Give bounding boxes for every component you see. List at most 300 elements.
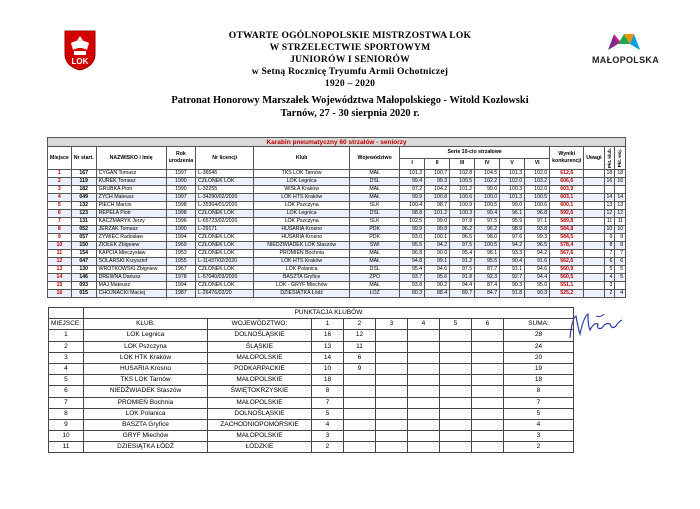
cell-series-2: 90.2 <box>425 282 450 290</box>
cell-club: LOK Legnica <box>254 210 350 218</box>
pcell-points-2: 9 <box>343 363 375 374</box>
col-name: NAZWISKO i Imię <box>96 147 166 170</box>
pcell-points-5 <box>439 330 471 341</box>
pcell-sum: 24 <box>503 341 573 352</box>
cell-remarks <box>584 170 604 178</box>
pcell-points-4 <box>407 397 439 408</box>
club-points-row <box>49 419 574 430</box>
cell-series-2: 104.2 <box>425 186 450 194</box>
pcell-points-1: 18 <box>311 375 343 386</box>
pcell-points-2: 12 <box>343 330 375 341</box>
cell-series-4: 92.3 <box>475 274 500 282</box>
cell-remarks <box>584 266 604 274</box>
header-line-5: 1920 – 2020 <box>324 78 376 89</box>
cell-result: 612,6 <box>550 170 584 178</box>
pcell-club: DZIESIĄTKA ŁÓDŹ <box>83 442 207 453</box>
pcell-points-1: 10 <box>311 363 343 374</box>
cell-remarks <box>584 242 604 250</box>
result-row <box>48 218 626 226</box>
cell-series-5: 101.3 <box>500 170 525 178</box>
pcell-club: GRYF Miechów <box>83 431 207 442</box>
cell-series-6: 102.0 <box>525 170 550 178</box>
col-series-iii: III <box>450 158 475 170</box>
cell-series-2: 100.1 <box>425 234 450 242</box>
pcell-club: TKS LOK Tarnów <box>83 375 207 386</box>
cell-club: HUSARIA Krosno <box>254 226 350 234</box>
cell-pts-voiv <box>615 282 626 290</box>
cell-voiv: ŁÓZ <box>350 290 400 298</box>
pcell-points-3 <box>375 408 407 419</box>
cell-name: ŻYWIEC Radosław <box>96 234 166 242</box>
cell-series-3: 91.8 <box>450 274 475 282</box>
cell-pts-club: 18 <box>604 170 615 178</box>
cell-result: 603,9 <box>550 186 584 194</box>
cell-place: 5 <box>48 202 72 210</box>
pcell-points-5 <box>439 386 471 397</box>
cell-year: 1994 <box>166 282 196 290</box>
cell-license: CZŁONEK LOK <box>196 234 254 242</box>
result-row <box>48 282 626 290</box>
cell-voiv: ŚWI <box>350 242 400 250</box>
cell-pts-club: 10 <box>604 226 615 234</box>
result-row <box>48 186 626 194</box>
cell-series-6: 96.5 <box>525 242 550 250</box>
cell-series-2: 94.6 <box>425 266 450 274</box>
pcell-place: 4 <box>49 363 84 374</box>
cell-series-1: 95.4 <box>400 266 425 274</box>
pcell-points-3 <box>375 431 407 442</box>
cell-series-4: 99.0 <box>475 186 500 194</box>
col-result: Wyniki konkurencji <box>550 147 584 170</box>
cell-name: KUREK Tomasz <box>96 178 166 186</box>
cell-series-1: 97.2 <box>400 186 425 194</box>
cell-series-6: 99.3 <box>525 234 550 242</box>
cell-remarks <box>584 234 604 242</box>
cell-series-5: 94.2 <box>500 242 525 250</box>
cell-name: ZYCH Mateusz <box>96 194 166 202</box>
cell-year: 1990 <box>166 226 196 234</box>
cell-result: 584,8 <box>550 226 584 234</box>
cell-series-3: 96.2 <box>450 226 475 234</box>
pcell-voiv: ŚLĄSKIE <box>207 341 311 352</box>
cell-series-6: 94.4 <box>525 274 550 282</box>
cell-remarks <box>584 258 604 266</box>
result-row <box>48 178 626 186</box>
cell-series-2: 99.3 <box>425 178 450 186</box>
cell-voiv: ŚLK <box>350 202 400 210</box>
cell-series-3: 100.6 <box>450 194 475 202</box>
cell-start: 146 <box>71 274 96 282</box>
cell-year: 1955 <box>166 258 196 266</box>
pcell-points-5 <box>439 431 471 442</box>
col-start: Nr start. <box>71 147 96 170</box>
cell-series-1: 99.9 <box>400 226 425 234</box>
cell-result: 525,2 <box>550 290 584 298</box>
cell-license: CZŁONEK LOK <box>196 250 254 258</box>
cell-place: 15 <box>48 282 72 290</box>
cell-name: GRUBKA Piotr <box>96 186 166 194</box>
result-row <box>48 234 626 242</box>
cell-club: HUSARIA Krosno <box>254 234 350 242</box>
pcell-sum: 5 <box>503 408 573 419</box>
pcell-sum: 28 <box>503 330 573 341</box>
pcell-club: BASZTA Gryfice <box>83 419 207 430</box>
cell-series-5: 100.3 <box>500 186 525 194</box>
col-series-iv: IV <box>475 158 500 170</box>
cell-voiv: DŚL <box>350 266 400 274</box>
cell-series-6: 103.2 <box>525 178 550 186</box>
cell-voiv: DŚL <box>350 210 400 218</box>
cell-pts-club: 12 <box>604 210 615 218</box>
cell-pts-voiv: 13 <box>615 202 626 210</box>
cell-series-4: 98.0 <box>475 234 500 242</box>
cell-series-6: 93.8 <box>525 226 550 234</box>
pcell-place: 9 <box>49 419 84 430</box>
pcell-points-6 <box>471 386 503 397</box>
cell-start: 123 <box>71 210 96 218</box>
cell-result: 567,6 <box>550 250 584 258</box>
pcell-place: 11 <box>49 442 84 453</box>
cell-start: 130 <box>71 266 96 274</box>
cell-name: WRÓTKOWSKI Zbigniew <box>96 266 166 274</box>
cell-remarks <box>584 194 604 202</box>
pcell-points-1: 3 <box>311 431 343 442</box>
cell-start: 047 <box>71 258 96 266</box>
cell-club: LOK HTS Kraków <box>254 258 350 266</box>
pcell-voiv: ŁÓDZKIE <box>207 442 311 453</box>
cell-series-4: 100.0 <box>475 194 500 202</box>
pcell-points-6 <box>471 397 503 408</box>
result-row <box>48 266 626 274</box>
result-row <box>48 274 626 282</box>
cell-voiv: MAŁ <box>350 282 400 290</box>
cell-license: CZŁONEK LOK <box>196 242 254 250</box>
pcell-place: 3 <box>49 352 84 363</box>
cell-remarks <box>584 290 604 298</box>
cell-year: 1969 <box>166 242 196 250</box>
pcell-sum: 2 <box>503 442 573 453</box>
cell-start: 015 <box>71 290 96 298</box>
pcell-points-4 <box>407 431 439 442</box>
cell-voiv: MAŁ <box>350 250 400 258</box>
pcell-sum: 3 <box>503 431 573 442</box>
cell-year: 1996 <box>166 218 196 226</box>
cell-remarks <box>584 210 604 218</box>
cell-club: BASZTA Gryfice <box>254 274 350 282</box>
cell-remarks <box>584 282 604 290</box>
cell-series-3: 97.5 <box>450 266 475 274</box>
pcell-points-1: 7 <box>311 397 343 408</box>
result-row <box>48 290 626 298</box>
cell-series-5: 90.4 <box>500 258 525 266</box>
cell-license: CZŁONEK LOK <box>196 210 254 218</box>
cell-license: L-32255 <box>196 186 254 194</box>
pcell-points-5 <box>439 341 471 352</box>
cell-pts-club: 2 <box>604 290 615 298</box>
cell-result: 606,6 <box>550 178 584 186</box>
cell-place: 1 <box>48 170 72 178</box>
header-line-1: OTWARTE OGÓLNOPOLSKIE MISTRZOSTWA LOK <box>228 30 472 41</box>
cell-series-1: 100.4 <box>400 202 425 210</box>
cell-series-6: 102.0 <box>525 186 550 194</box>
pcell-points-3 <box>375 397 407 408</box>
cell-license: L-65723/02/2020 <box>196 218 254 226</box>
cell-year: 1997 <box>166 170 196 178</box>
pcell-place: 5 <box>49 375 84 386</box>
cell-series-3: 100.9 <box>450 202 475 210</box>
pcol-6: 6 <box>471 319 503 330</box>
cell-club: PROMIEŃ Bochnia <box>254 250 350 258</box>
cell-series-2: 95.6 <box>425 274 450 282</box>
cell-place: 3 <box>48 186 72 194</box>
pcell-points-6 <box>471 330 503 341</box>
cell-pts-club: 16 <box>604 178 615 186</box>
club-points-row <box>49 363 574 374</box>
pcell-points-5 <box>439 352 471 363</box>
cell-series-6: 100.5 <box>525 194 550 202</box>
pcell-points-5 <box>439 408 471 419</box>
cell-start: 119 <box>71 178 96 186</box>
cell-series-3: 95.4 <box>450 250 475 258</box>
cell-series-4: 100.5 <box>475 202 500 210</box>
cell-result: 578,4 <box>550 242 584 250</box>
result-row <box>48 194 626 202</box>
pcol-4: 4 <box>407 319 439 330</box>
club-points-row <box>49 386 574 397</box>
pcell-points-6 <box>471 352 503 363</box>
cell-series-2: 100.7 <box>425 170 450 178</box>
pcell-sum: 4 <box>503 419 573 430</box>
pcell-points-2 <box>343 408 375 419</box>
col-series-v: V <box>500 158 525 170</box>
cell-series-3: 89.7 <box>450 290 475 298</box>
pcell-points-5 <box>439 375 471 386</box>
cell-result: 560,9 <box>550 266 584 274</box>
cell-name: MAJ Mateusz <box>96 282 166 290</box>
cell-license: L-29171 <box>196 226 254 234</box>
col-year: Rok urodzenia <box>166 147 196 170</box>
cell-series-6: 97.1 <box>525 218 550 226</box>
pcell-points-1: 4 <box>311 419 343 430</box>
cell-result: 592,6 <box>550 210 584 218</box>
cell-series-4: 100.5 <box>475 242 500 250</box>
cell-pts-voiv <box>615 186 626 194</box>
cell-series-2: 99.0 <box>425 218 450 226</box>
cell-series-1: 93.7 <box>400 274 425 282</box>
pcell-points-2 <box>343 397 375 408</box>
cell-series-3: 101.2 <box>450 186 475 194</box>
cell-year: 1953 <box>166 250 196 258</box>
pcol-voiv: WOJEWÓDZTWO: <box>207 319 311 330</box>
pcell-sum: 18 <box>503 375 573 386</box>
cell-series-3: 97.5 <box>450 242 475 250</box>
header-line-4: w Setną Rocznicę Tryumfu Armii Ochotniczej <box>251 66 449 77</box>
cell-club: LOK Pszczyna <box>254 218 350 226</box>
club-points-row <box>49 431 574 442</box>
cell-place: 11 <box>48 250 72 258</box>
cell-license: L-57040/03/2020 <box>196 274 254 282</box>
cell-start: 182 <box>71 186 96 194</box>
cell-license: L-26476/02/20 <box>196 290 254 298</box>
cell-series-2: 98.7 <box>425 202 450 210</box>
pcell-points-2 <box>343 375 375 386</box>
pcol-sum: SUMA: <box>503 319 573 330</box>
pcell-place: 6 <box>49 386 84 397</box>
pcell-sum: 20 <box>503 352 573 363</box>
cell-name: KACZMARYK Jerzy <box>96 218 166 226</box>
cell-pts-club: 6 <box>604 258 615 266</box>
pcell-points-1: 16 <box>311 330 343 341</box>
cell-year: 1998 <box>166 210 196 218</box>
cell-result: 562,6 <box>550 258 584 266</box>
cell-license: CZŁONEK LOK <box>196 178 254 186</box>
cell-start: 093 <box>71 282 96 290</box>
cell-remarks <box>584 202 604 210</box>
cell-license: L-35364/01/2020 <box>196 202 254 210</box>
cell-name: ZIÓŁEK Zbigniew <box>96 242 166 250</box>
results-title: Karabin pneumatyczny 60 strzałów - seniorzy <box>48 138 626 147</box>
pcell-voiv: DOLNOŚLĄSKIE <box>207 330 311 341</box>
cell-series-4: 98.1 <box>475 250 500 258</box>
pcell-points-3 <box>375 375 407 386</box>
cell-pts-voiv: 9 <box>615 234 626 242</box>
malopolska-logo-text: MAŁOPOLSKA <box>592 55 659 65</box>
cell-voiv: MAŁ <box>350 186 400 194</box>
header-line-2: W STRZELECTWIE SPORTOWYM <box>269 42 431 53</box>
club-points-row <box>49 375 574 386</box>
pcell-points-2 <box>343 419 375 430</box>
col-pts-voiv: Pkt. woj. <box>615 147 626 170</box>
result-row <box>48 226 626 234</box>
cell-place: 7 <box>48 218 72 226</box>
col-series-ii: II <box>425 158 450 170</box>
cell-pts-club: 3 <box>604 282 615 290</box>
cell-pts-voiv: 4 <box>615 290 626 298</box>
pcell-points-3 <box>375 352 407 363</box>
cell-series-1: 98.8 <box>400 210 425 218</box>
cell-pts-voiv: 6 <box>615 258 626 266</box>
cell-start: 132 <box>71 202 96 210</box>
pcell-points-2 <box>343 431 375 442</box>
cell-pts-club: 9 <box>604 234 615 242</box>
pcell-points-1: 8 <box>311 386 343 397</box>
cell-series-6: 94.2 <box>525 250 550 258</box>
cell-pts-club: 7 <box>604 250 615 258</box>
pcell-points-4 <box>407 375 439 386</box>
pcell-points-5 <box>439 363 471 374</box>
cell-club: NIEDŹWIADEK LOK Staszów <box>254 242 350 250</box>
pcell-place: 10 <box>49 431 84 442</box>
cell-result: 589,8 <box>550 218 584 226</box>
pcell-sum: 8 <box>503 386 573 397</box>
pcell-points-5 <box>439 442 471 453</box>
cell-series-4: 95.5 <box>475 258 500 266</box>
cell-year: 1990 <box>166 186 196 194</box>
pcell-club: LOK Legnica <box>83 330 207 341</box>
club-points-title: PUNKTACJA KLUBÓW <box>83 308 573 319</box>
pcell-points-4 <box>407 419 439 430</box>
club-points-row <box>49 397 574 408</box>
cell-remarks <box>584 178 604 186</box>
pcell-points-3 <box>375 386 407 397</box>
col-remarks: Uwagi <box>584 147 604 170</box>
club-points-row <box>49 352 574 363</box>
cell-club: LOK HTS Kraków <box>254 194 350 202</box>
pcell-points-2 <box>343 386 375 397</box>
cell-series-4: 99.4 <box>475 210 500 218</box>
pcell-points-6 <box>471 375 503 386</box>
cell-series-6: 95.0 <box>525 282 550 290</box>
pcell-club: LOK HTK Kraków <box>83 352 207 363</box>
cell-pts-voiv: 8 <box>615 242 626 250</box>
pcol-5: 5 <box>439 319 471 330</box>
pcell-voiv: ŚWIĘTOKRZYSKIE <box>207 386 311 397</box>
cell-series-6: 94.6 <box>525 266 550 274</box>
col-voivodeship: Województwo <box>350 147 400 170</box>
result-row <box>48 250 626 258</box>
col-series-vi: VI <box>525 158 550 170</box>
cell-series-2: 94.2 <box>425 242 450 250</box>
cell-voiv: PDK <box>350 234 400 242</box>
cell-place: 9 <box>48 234 72 242</box>
cell-start: 049 <box>71 194 96 202</box>
cell-series-1: 101.3 <box>400 170 425 178</box>
result-row <box>48 210 626 218</box>
cell-year: 1997 <box>166 194 196 202</box>
cell-place: 2 <box>48 178 72 186</box>
cell-name: JERZAK Tomasz <box>96 226 166 234</box>
pcol-1: 1 <box>311 319 343 330</box>
cell-year: 1994 <box>166 234 196 242</box>
pcell-points-1: 2 <box>311 442 343 453</box>
cell-place: 6 <box>48 210 72 218</box>
cell-series-2: 99.1 <box>425 258 450 266</box>
cell-series-5: 102.0 <box>500 178 525 186</box>
pcell-points-6 <box>471 442 503 453</box>
cell-pts-voiv: 12 <box>615 210 626 218</box>
cell-license: CZŁONEK LOK <box>196 266 254 274</box>
cell-series-5: 95.9 <box>500 218 525 226</box>
club-points-row <box>49 330 574 341</box>
pcell-points-4 <box>407 330 439 341</box>
pcell-place: 7 <box>49 397 84 408</box>
cell-remarks <box>584 250 604 258</box>
cell-series-5: 97.6 <box>500 234 525 242</box>
pcell-voiv: MAŁOPOLSKIE <box>207 352 311 363</box>
cell-place: 14 <box>48 274 72 282</box>
pcell-sum: 7 <box>503 397 573 408</box>
cell-series-4: 104.5 <box>475 170 500 178</box>
cell-pts-club <box>604 186 615 194</box>
cell-year: 1967 <box>166 266 196 274</box>
pcell-points-6 <box>471 341 503 352</box>
cell-license: L-11437/02/2020 <box>196 258 254 266</box>
pcell-voiv: MAŁOPOLSKIE <box>207 397 311 408</box>
cell-series-1: 93.0 <box>400 234 425 242</box>
cell-place: 8 <box>48 226 72 234</box>
cell-series-2: 101.2 <box>425 210 450 218</box>
cell-club: LOK - GRYF Miechów <box>254 282 350 290</box>
cell-pts-club: 11 <box>604 218 615 226</box>
pcell-voiv: DOLNOŚLĄSKIE <box>207 408 311 419</box>
cell-series-3: 96.5 <box>450 234 475 242</box>
cell-series-3: 97.8 <box>450 218 475 226</box>
cell-pts-club: 8 <box>604 242 615 250</box>
cell-name: REPEŁA Piotr <box>96 210 166 218</box>
cell-start: 052 <box>71 226 96 234</box>
cell-club: LOK Pszczyna <box>254 202 350 210</box>
cell-series-4: 96.2 <box>475 226 500 234</box>
